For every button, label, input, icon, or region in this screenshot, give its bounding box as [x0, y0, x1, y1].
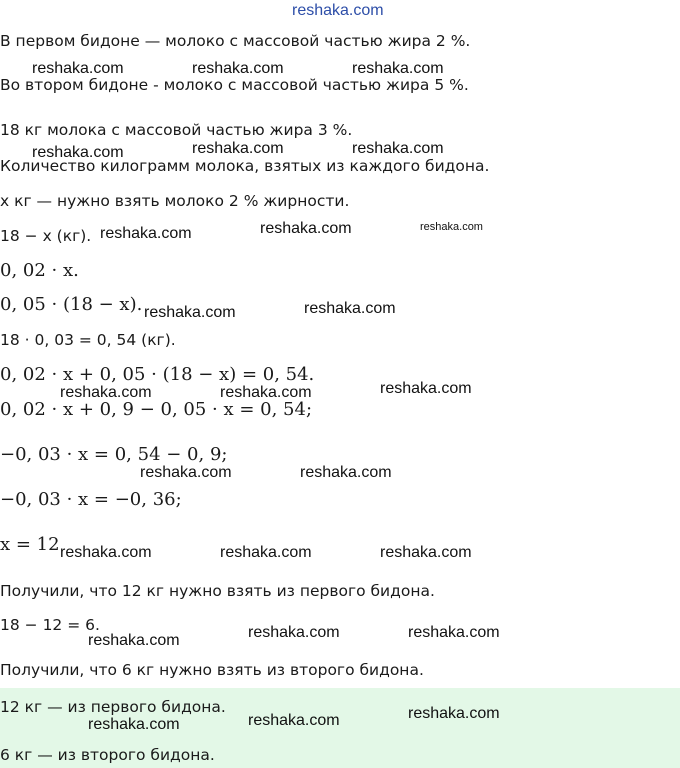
line-4: Количество килограмм молока, взятых из каждого бидона.: [0, 157, 490, 175]
watermark: reshaka.com: [192, 60, 284, 77]
watermark: reshaka.com: [220, 384, 312, 401]
watermark: reshaka.com: [32, 144, 124, 161]
watermark: reshaka.com: [248, 624, 340, 641]
watermark: reshaka.com: [140, 464, 232, 481]
watermark: reshaka.com: [408, 624, 500, 641]
line-6: 18 − x (кг).: [0, 227, 92, 245]
line-14: x = 12: [0, 534, 60, 555]
watermark: reshaka.com: [60, 544, 152, 561]
watermark: reshaka.com: [352, 140, 444, 157]
watermark: reshaka.com: [88, 716, 180, 733]
watermark: reshaka.com: [380, 380, 472, 397]
line-5: x кг — нужно взять молоко 2 % жирности.: [0, 192, 350, 210]
line-12: −0, 03 · x = 0, 54 − 0, 9;: [0, 444, 228, 465]
answer-line-2: 6 кг — из второго бидона.: [0, 746, 215, 764]
watermark-top[interactable]: reshaka.com: [292, 2, 384, 19]
watermark: reshaka.com: [60, 384, 152, 401]
watermark: reshaka.com: [260, 220, 352, 237]
line-16: 18 − 12 = 6.: [0, 616, 100, 634]
watermark: reshaka.com: [144, 304, 236, 321]
watermark: reshaka.com: [408, 705, 500, 722]
watermark: reshaka.com: [192, 140, 284, 157]
watermark: reshaka.com: [304, 300, 396, 317]
line-13: −0, 03 · x = −0, 36;: [0, 489, 182, 510]
line-1: В первом бидоне — молоко с массовой частью жира 2 %.: [0, 32, 471, 50]
watermark: reshaka.com: [248, 712, 340, 729]
watermark: reshaka.com: [420, 221, 483, 233]
line-10: 0, 02 · x + 0, 05 · (18 − x) = 0, 54.: [0, 364, 315, 385]
answer-line-1: 12 кг — из первого бидона.: [0, 698, 226, 716]
watermark: reshaka.com: [300, 464, 392, 481]
line-15: Получили, что 12 кг нужно взять из первого бидона.: [0, 582, 435, 600]
line-17: Получили, что 6 кг нужно взять из второго бидона.: [0, 661, 424, 679]
watermark: reshaka.com: [32, 60, 124, 77]
watermark: reshaka.com: [88, 632, 180, 649]
line-11: 0, 02 · x + 0, 9 − 0, 05 · x = 0, 54;: [0, 399, 313, 420]
watermark: reshaka.com: [380, 544, 472, 561]
line-7: 0, 02 · x.: [0, 260, 79, 281]
line-2: Во втором бидоне - молоко с массовой частью жира 5 %.: [0, 76, 469, 94]
watermark: reshaka.com: [100, 225, 192, 242]
line-8: 0, 05 · (18 − x).: [0, 294, 143, 315]
watermark: reshaka.com: [352, 60, 444, 77]
watermark: reshaka.com: [220, 544, 312, 561]
line-3: 18 кг молока с массовой частью жира 3 %.: [0, 121, 353, 139]
line-9: 18 · 0, 03 = 0, 54 (кг).: [0, 331, 176, 349]
